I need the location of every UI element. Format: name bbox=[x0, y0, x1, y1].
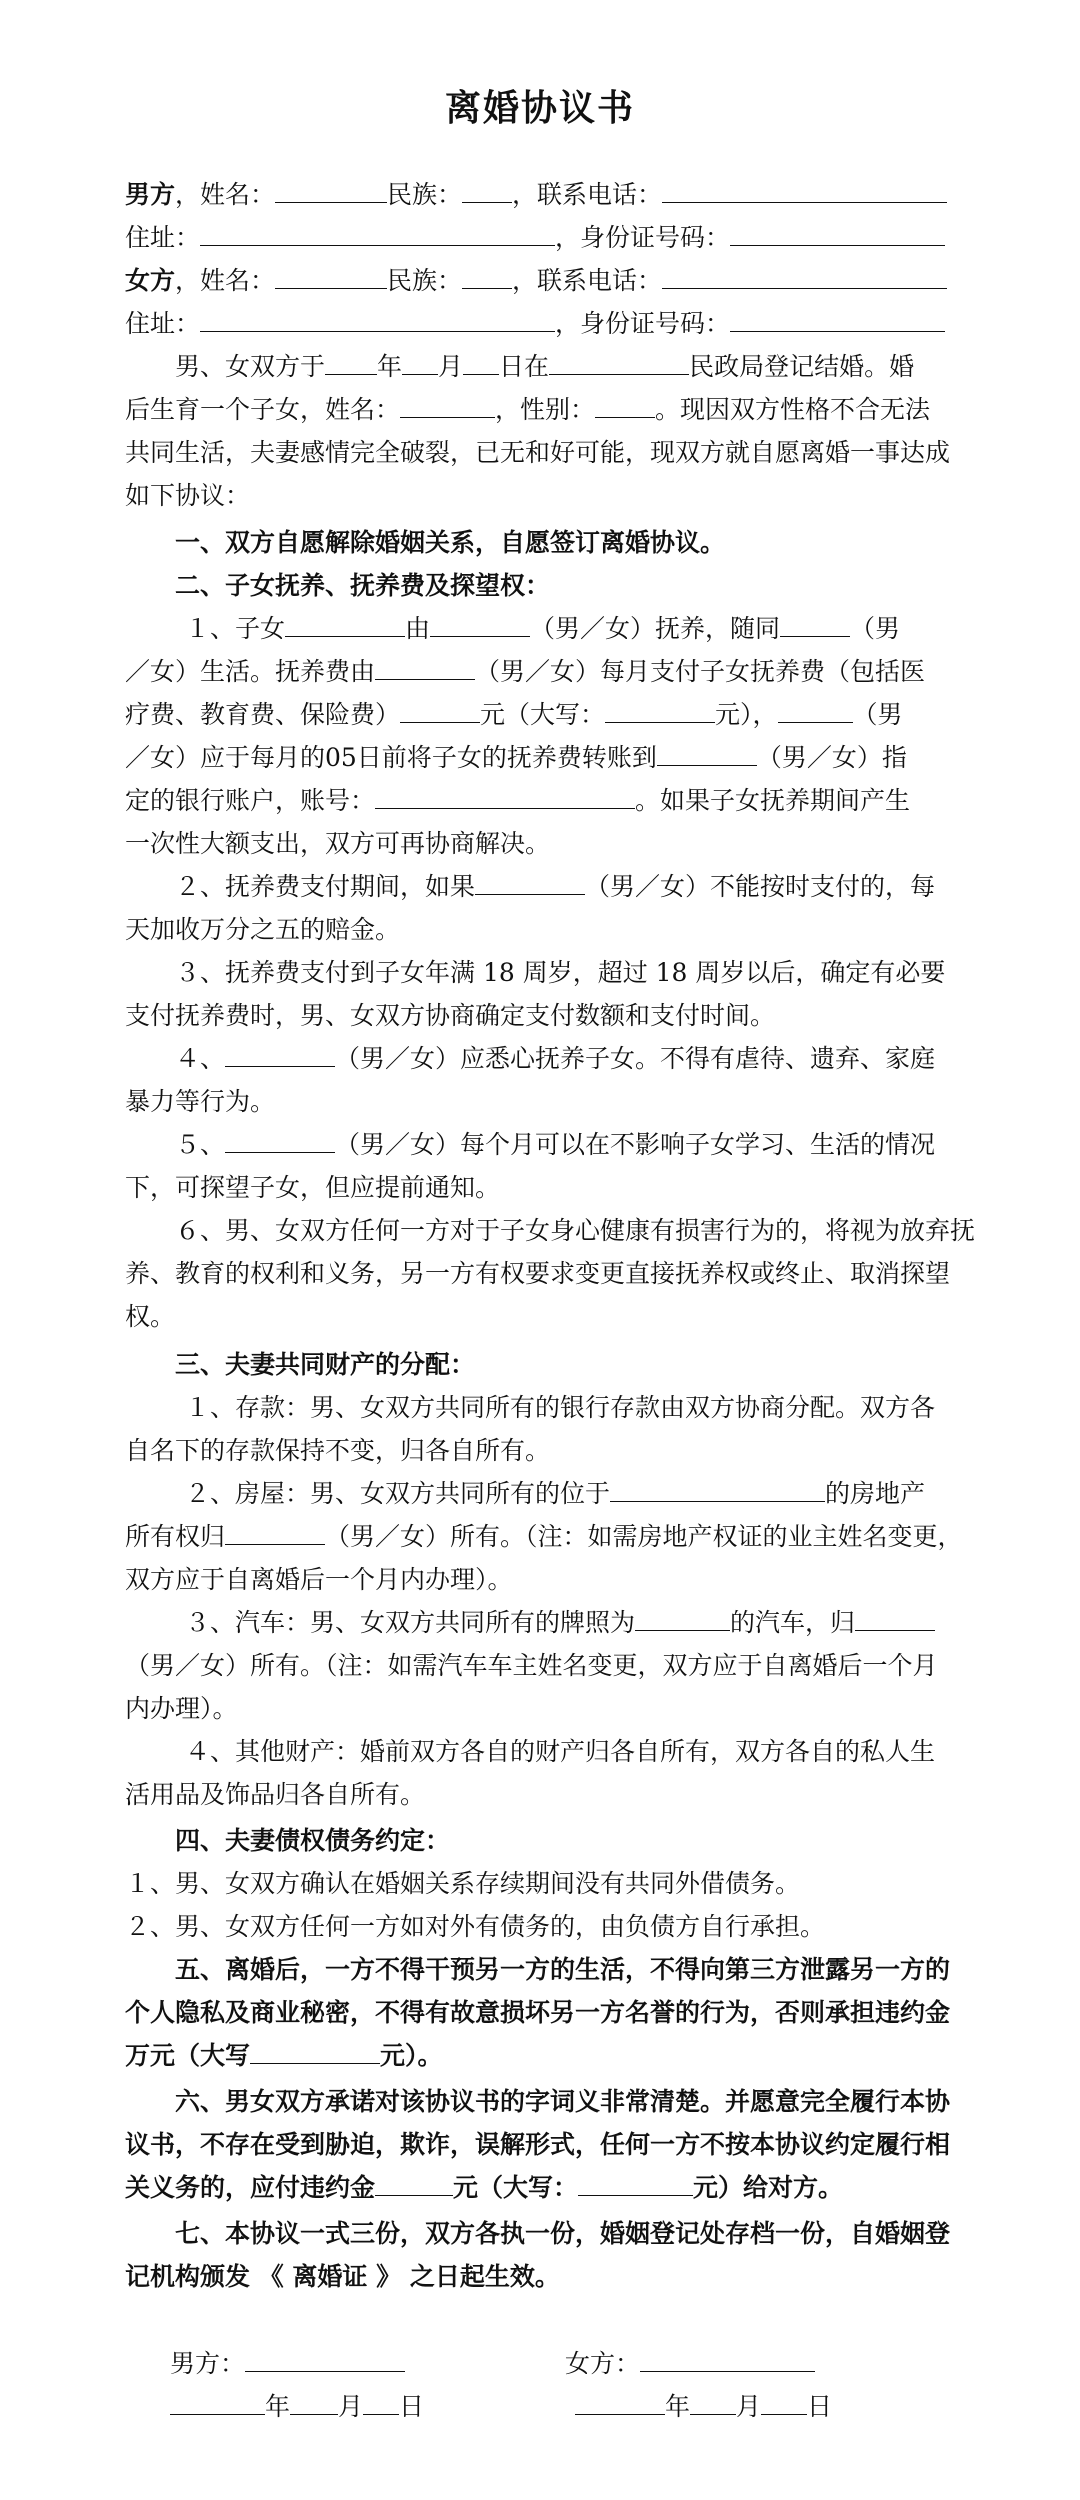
clause-text: （男／女）所有。（注：如需房地产权证的业主姓名变更， bbox=[325, 1522, 963, 1551]
female-info-line bbox=[125, 266, 960, 296]
female-ethnic-blank[interactable] bbox=[462, 266, 512, 289]
month-label: 月 bbox=[338, 2392, 364, 2421]
clause-text: （男／女）不能按时支付的，每 bbox=[585, 872, 936, 901]
clause-text: １、子女 bbox=[185, 614, 286, 643]
clause-text: 疗费、教育费、保险费） bbox=[125, 700, 401, 729]
clause-2-4-line-2: 暴力等行为。 bbox=[125, 1087, 276, 1116]
clause-text: 元）给对方。 bbox=[693, 2173, 844, 2202]
recipient-blank[interactable] bbox=[657, 743, 757, 766]
clause-2-1-line-6: 一次性大额支出，双方可再协商解决。 bbox=[125, 829, 551, 858]
clause-text: （男 bbox=[852, 700, 903, 729]
clause-3-2-line-1 bbox=[125, 1479, 960, 1509]
female-label: 女方 bbox=[125, 266, 176, 295]
intro-text: 。现因双方性格不合无法 bbox=[655, 395, 931, 424]
clause-3-3-line-2: （男／女）所有。（注：如需汽车车主姓名变更，双方应于自离婚后一个月 bbox=[125, 1651, 938, 1680]
female-address-blank[interactable] bbox=[200, 309, 555, 332]
clause-2-6-line-1: ６、男、女双方任何一方对于子女身心健康有损害行为的，将视为放弃抚 bbox=[175, 1216, 976, 1245]
female-signature-label: 女方： bbox=[565, 2349, 641, 2378]
clause-3-2-line-2 bbox=[125, 1522, 963, 1552]
year-label: 年 bbox=[377, 352, 403, 381]
clause-text: ２、房屋：男、女双方共同所有的位于 bbox=[185, 1479, 611, 1508]
transfer-party-blank[interactable] bbox=[778, 700, 853, 723]
live-with-blank[interactable] bbox=[780, 614, 850, 637]
intro-line-4: 如下协议： bbox=[125, 481, 251, 510]
ethnic-label: 民族： bbox=[387, 180, 463, 209]
amount-words-blank[interactable] bbox=[605, 700, 715, 723]
marriage-year-blank[interactable] bbox=[325, 352, 377, 375]
clause-text: （男／女）指 bbox=[756, 743, 907, 772]
clause-4-1: １、男、女双方确认在婚姻关系存续期间没有共同外借债务。 bbox=[125, 1869, 801, 1898]
penalty-amount-words-blank[interactable] bbox=[578, 2173, 693, 2196]
male-signature-line bbox=[170, 2349, 405, 2379]
female-phone-blank[interactable] bbox=[662, 266, 947, 289]
clause-text: 元）。 bbox=[380, 2041, 443, 2070]
address-label: 住址： bbox=[125, 309, 201, 338]
female-month-blank[interactable] bbox=[690, 2392, 736, 2415]
month-label: 月 bbox=[438, 352, 464, 381]
section-4-heading: 四、夫妻债权债务约定： bbox=[175, 1826, 451, 1855]
clause-3-1-line-1: １、存款：男、女双方共同所有的银行存款由双方协商分配。双方各 bbox=[185, 1393, 936, 1422]
clause-2-5-line-2: 下，可探望子女，但应提前通知。 bbox=[125, 1173, 501, 1202]
clause-text: 定的银行账户，账号： bbox=[125, 786, 376, 815]
bureau-blank[interactable] bbox=[549, 352, 689, 375]
clause-text: 元）， bbox=[715, 700, 778, 729]
address-label: 住址： bbox=[125, 223, 201, 252]
caregiver-blank[interactable] bbox=[225, 1044, 335, 1067]
clause-3-4-line-2: 活用品及饰品归各自所有。 bbox=[125, 1780, 426, 1809]
clause-2-2-line-1 bbox=[125, 872, 960, 902]
child-gender-blank[interactable] bbox=[595, 395, 655, 418]
intro-text: ，性别： bbox=[495, 395, 596, 424]
clause-text: 的房地产 bbox=[825, 1479, 926, 1508]
license-plate-blank[interactable] bbox=[635, 1608, 730, 1631]
clause-text: 由 bbox=[405, 614, 431, 643]
marriage-day-blank[interactable] bbox=[463, 352, 499, 375]
id-label: ，身份证号码： bbox=[555, 309, 731, 338]
document-title: 离婚协议书 bbox=[444, 87, 635, 129]
clause-text: 的汽车，归 bbox=[730, 1608, 856, 1637]
section-6-line-3 bbox=[125, 2173, 960, 2203]
clause-2-3-line-2: 支付抚养费时，男、女双方协商确定支付数额和支付时间。 bbox=[125, 1001, 776, 1030]
clause-text: ２、抚养费支付期间，如果 bbox=[175, 872, 476, 901]
section-7-line-1: 七、本协议一式三份，双方各执一份，婚姻登记处存档一份，自婚姻登 bbox=[175, 2219, 951, 2248]
clause-3-1-line-2: 自名下的存款保持不变，归各自所有。 bbox=[125, 1436, 551, 1465]
clause-2-1-line-4 bbox=[125, 743, 960, 773]
male-address-line bbox=[125, 223, 960, 253]
male-date-line bbox=[170, 2392, 424, 2422]
clause-text: 关义务的，应付违约金 bbox=[125, 2173, 376, 2202]
clause-2-3-line-1: ３、抚养费支付到子女年满 18 周岁，超过 18 周岁以后，确定有必要 bbox=[175, 958, 946, 987]
male-phone-blank[interactable] bbox=[662, 180, 947, 203]
female-address-line bbox=[125, 309, 960, 339]
month-label: 月 bbox=[736, 2392, 762, 2421]
custodian-blank[interactable] bbox=[430, 614, 530, 637]
day-label: 日 bbox=[807, 2392, 833, 2421]
male-info-line bbox=[125, 180, 960, 210]
section-6-line-2: 议书，不存在受到胁迫，欺诈，误解形式，任何一方不按本协议约定履行相 bbox=[125, 2130, 951, 2159]
ethnic-label: 民族： bbox=[387, 266, 463, 295]
male-month-blank[interactable] bbox=[290, 2392, 338, 2415]
male-year-blank[interactable] bbox=[170, 2392, 265, 2415]
female-signature-blank[interactable] bbox=[640, 2349, 815, 2372]
intro-line-1 bbox=[125, 352, 960, 382]
clause-text: ／女）应于每月的05日前将子女的抚养费转账到 bbox=[125, 743, 657, 772]
clause-3-3-line-1 bbox=[125, 1608, 960, 1638]
clause-text: ５、 bbox=[175, 1130, 226, 1159]
child-name-blank[interactable] bbox=[400, 395, 495, 418]
clause-text: ／女）生活。抚养费由 bbox=[125, 657, 376, 686]
clause-2-5-line-1 bbox=[125, 1130, 960, 1160]
female-date-line bbox=[575, 2392, 832, 2422]
clause-3-3-line-3: 内办理）。 bbox=[125, 1694, 238, 1723]
clause-2-1-line-3 bbox=[125, 700, 960, 730]
male-ethnic-blank[interactable] bbox=[462, 180, 512, 203]
clause-text: 所有权归 bbox=[125, 1522, 226, 1551]
clause-text: （男／女）每月支付子女抚养费（包括医 bbox=[475, 657, 926, 686]
clause-text: （男／女）每个月可以在不影响子女学习、生活的情况 bbox=[335, 1130, 936, 1159]
clause-text: 万元（大写 bbox=[125, 2041, 251, 2070]
name-label: ，姓名： bbox=[175, 266, 276, 295]
clause-2-6-line-2: 养、教育的权利和义务，另一方有权要求变更直接抚养权或终止、取消探望 bbox=[125, 1259, 951, 1288]
clause-2-1-line-1 bbox=[125, 614, 960, 644]
clause-text: ３、汽车：男、女双方共同所有的牌照为 bbox=[185, 1608, 636, 1637]
male-signature-label: 男方： bbox=[170, 2349, 246, 2378]
section-5-line-2: 个人隐私及商业秘密，不得有故意损坏另一方名誉的行为，否则承担违约金 bbox=[125, 1998, 951, 2027]
section-6-line-1: 六、男女双方承诺对该协议书的字词义非常清楚。并愿意完全履行本协 bbox=[175, 2087, 951, 2116]
clause-2-1-line-5 bbox=[125, 786, 960, 816]
clause-3-2-line-3: 双方应于自离婚后一个月内办理）。 bbox=[125, 1565, 513, 1594]
clause-text: ４、 bbox=[175, 1044, 226, 1073]
male-signature-blank[interactable] bbox=[245, 2349, 405, 2372]
female-year-blank[interactable] bbox=[575, 2392, 665, 2415]
section-5-line-1: 五、离婚后，一方不得干预另一方的生活，不得向第三方泄露另一方的 bbox=[175, 1955, 951, 1984]
intro-line-2 bbox=[125, 395, 960, 425]
property-owner-blank[interactable] bbox=[225, 1522, 325, 1545]
male-label: 男方 bbox=[125, 180, 176, 209]
clause-text: （男／女）抚养，随同 bbox=[530, 614, 781, 643]
name-label: ，姓名： bbox=[175, 180, 276, 209]
male-day-blank[interactable] bbox=[363, 2392, 399, 2415]
clause-4-2: ２、男、女双方任何一方如对外有债务的，由负债方自行承担。 bbox=[125, 1912, 826, 1941]
section-2-heading: 二、子女抚养、抚养费及探望权： bbox=[175, 571, 551, 600]
clause-text: 元（大写： bbox=[453, 2173, 579, 2202]
clause-text: （男／女）应悉心抚养子女。不得有虐待、遗弃、家庭 bbox=[335, 1044, 936, 1073]
amount-blank[interactable] bbox=[400, 700, 480, 723]
intro-text: 民政局登记结婚。婚 bbox=[689, 352, 915, 381]
marriage-month-blank[interactable] bbox=[402, 352, 438, 375]
section-1: 一、双方自愿解除婚姻关系，自愿签订离婚协议。 bbox=[175, 528, 726, 557]
male-address-blank[interactable] bbox=[200, 223, 555, 246]
penalty-words-blank[interactable] bbox=[250, 2041, 380, 2064]
child-blank[interactable] bbox=[285, 614, 405, 637]
female-day-blank[interactable] bbox=[761, 2392, 807, 2415]
clause-2-4-line-1 bbox=[125, 1044, 960, 1074]
female-name-blank[interactable] bbox=[275, 266, 387, 289]
section-7-line-2: 记机构颁发 《 离婚证 》 之日起生效。 bbox=[125, 2262, 560, 2291]
clause-text: 元（大写： bbox=[480, 700, 606, 729]
clause-text: （男 bbox=[850, 614, 901, 643]
penalty-amount-blank[interactable] bbox=[375, 2173, 453, 2196]
male-id-blank[interactable] bbox=[730, 223, 945, 246]
clause-3-4-line-1: ４、其他财产：婚前双方各自的财产归各自所有，双方各自的私人生 bbox=[185, 1737, 936, 1766]
phone-label: ，联系电话： bbox=[512, 180, 663, 209]
day-label: 日在 bbox=[499, 352, 550, 381]
account-blank[interactable] bbox=[375, 786, 635, 809]
intro-text: 后生育一个子女，姓名： bbox=[125, 395, 401, 424]
phone-label: ，联系电话： bbox=[512, 266, 663, 295]
car-owner-blank[interactable] bbox=[855, 1608, 935, 1631]
id-label: ，身份证号码： bbox=[555, 223, 731, 252]
visitor-blank[interactable] bbox=[225, 1130, 335, 1153]
female-signature-line bbox=[565, 2349, 815, 2379]
female-id-blank[interactable] bbox=[730, 309, 945, 332]
year-label: 年 bbox=[265, 2392, 291, 2421]
day-label: 日 bbox=[399, 2392, 425, 2421]
male-name-blank[interactable] bbox=[275, 180, 387, 203]
year-label: 年 bbox=[665, 2392, 691, 2421]
clause-text: 。如果子女抚养期间产生 bbox=[635, 786, 911, 815]
clause-2-2-line-2: 天加收万分之五的赔金。 bbox=[125, 915, 401, 944]
payer-blank[interactable] bbox=[375, 657, 475, 680]
intro-line-3: 共同生活，夫妻感情完全破裂，已无和好可能，现双方就自愿离婚一事达成 bbox=[125, 438, 951, 467]
section-3-heading: 三、夫妻共同财产的分配： bbox=[175, 1350, 476, 1379]
intro-text: 男、女双方于 bbox=[175, 352, 326, 381]
property-location-blank[interactable] bbox=[610, 1479, 825, 1502]
late-payer-blank[interactable] bbox=[475, 872, 585, 895]
clause-2-1-line-2 bbox=[125, 657, 960, 687]
clause-2-6-line-3: 权。 bbox=[125, 1302, 176, 1331]
section-5-line-3 bbox=[125, 2041, 960, 2071]
